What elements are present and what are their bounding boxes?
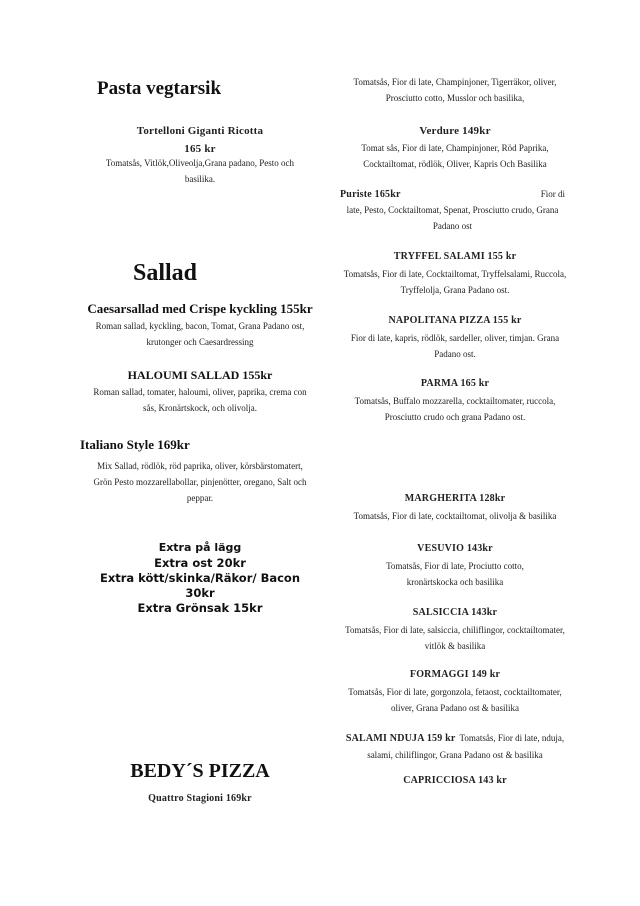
- desc-line: Padano ost.: [434, 349, 476, 359]
- desc-line: Roman sallad, kyckling, bacon, Tomat, Grana Padano ost,: [95, 321, 305, 331]
- pasta-item-desc: [70, 155, 330, 187]
- pasta-heading: Pasta vegtarsik: [97, 78, 222, 99]
- pizza-item: [335, 729, 575, 763]
- desc-line: Fior di: [540, 189, 565, 199]
- pizza-item: [335, 490, 575, 524]
- desc-line: salami, chiliflingor, Grana Padano ost & basilika: [367, 750, 543, 760]
- pizza-item-title: TRYFFEL SALAMI 155 kr: [393, 251, 517, 262]
- desc-line: Grön Pesto mozzarellabollar, pinjenötter, oregano, Salt och: [93, 477, 307, 487]
- sallad-item-desc: [70, 458, 330, 506]
- pizza-heading: BEDY´S PIZZA: [130, 760, 270, 782]
- desc-line: Tomatsås, Fior di late, Cocktailtomat, Tryffelsalami, Ruccola,: [343, 269, 567, 279]
- desc-line: Tomatsås, Fior di late, nduja,: [459, 733, 565, 743]
- pizza-first-item: Quattro Stagioni 169kr: [148, 793, 252, 804]
- pasta-item-price: 165 kr: [184, 143, 216, 155]
- desc-line: Prosciutto cotto, Musslor och basilika,: [385, 93, 525, 103]
- desc-line: sås, Kronärtskock, och olivolja.: [143, 403, 257, 413]
- pizza-item-title: NAPOLITANA PIZZA 155 kr: [388, 315, 522, 326]
- pizza-item: [335, 666, 575, 716]
- pizza-item-title: VESUVIO 143kr: [417, 543, 493, 554]
- desc-line: Fior di late, kapris, rödlök, sardeller, oliver, timjan. Grana: [350, 333, 560, 343]
- extra-line: Extra kött/skinka/Räkor/ Bacon: [99, 571, 301, 585]
- pizza-item-title: CAPRICCIOSA 143 kr: [403, 775, 507, 786]
- desc-line: peppar.: [186, 493, 214, 503]
- desc-line: Tomat sås, Fior di late, Champinjoner, Röd Paprika,: [361, 143, 549, 153]
- pizza-item-title: PARMA 165 kr: [420, 378, 490, 389]
- desc-line: Roman sallad, tomater, haloumi, oliver, paprika, crema con: [93, 387, 307, 397]
- sallad-item-title: Caesarsallad med Crispe kyckling 155kr: [87, 301, 313, 316]
- pizza-item-title: MARGHERITA 128kr: [404, 493, 506, 504]
- desc-line: oliver, Grana Padano ost & basilika: [390, 703, 520, 713]
- pizza-item: [335, 604, 575, 654]
- desc-line: Tomatsås, Buffalo mozzarella, cocktailtomater, ruccola,: [354, 396, 556, 406]
- desc-line: Tomatsås, Fior di late, cocktailtomat, olivolja & basilika: [353, 511, 557, 521]
- desc-line: krutonger och Caesardressing: [146, 337, 254, 347]
- desc-line: kronärtskocka och basilika: [406, 577, 504, 587]
- desc-line: vitlök & basilika: [424, 641, 486, 651]
- desc-line: Cocktailtomat, rödlök, Oliver, Kapris Och Basilika: [363, 159, 547, 169]
- pizza-item-title: FORMAGGI 149 kr: [409, 669, 501, 680]
- pizza-item: [335, 772, 575, 790]
- desc-line: Tomatsås, Fior di late, gorgonzola, fetaost, cocktailtomater,: [348, 687, 562, 697]
- extra-line: Extra Grönsak 15kr: [137, 601, 263, 615]
- pizza-item-title: Puriste 165kr: [340, 189, 401, 200]
- desc-line: Tomatsås, Fior di late, salsiccia, chiliflingor, cocktailtomater,: [345, 625, 565, 635]
- desc-line: basilika.: [184, 174, 216, 184]
- desc-line: late, Pesto, Cocktailtomat, Spenat, Prosciutto crudo, Grana: [346, 205, 559, 215]
- pasta-item-name: Tortelloni Giganti Ricotta: [136, 125, 264, 137]
- extra-section: [70, 540, 330, 616]
- desc-line: Tomatsås, Fior di late, Prociutto cotto,: [386, 561, 524, 571]
- desc-line: Tomatsås, Fior di late, Champinjoner, Tigerräkor, oliver,: [353, 77, 557, 87]
- sallad-item-title: Italiano Style 169kr: [80, 437, 190, 452]
- pizza-item: [335, 248, 575, 298]
- desc-line: Padano ost: [432, 221, 473, 231]
- pizza-item: [335, 540, 575, 590]
- extra-heading: Extra på lägg: [158, 541, 242, 554]
- pizza-item: [340, 186, 565, 234]
- extra-line: 30kr: [185, 586, 215, 600]
- pizza-item: [335, 312, 575, 362]
- pizza-item-desc: [335, 74, 575, 106]
- sallad-item: [70, 366, 330, 416]
- desc-line: Prosciutto crudo och grana Padano ost.: [384, 412, 526, 422]
- sallad-heading: Sallad: [132, 260, 198, 286]
- pizza-item-title: Verdure 149kr: [419, 125, 491, 137]
- extra-line: Extra ost 20kr: [154, 556, 246, 570]
- desc-line: Tomatsås, Vitlök,Oliveolja,Grana padano, Pesto och: [105, 158, 295, 168]
- desc-line: Tryffelolja, Grana Padano ost.: [400, 285, 510, 295]
- pasta-item: [90, 122, 310, 158]
- pizza-item: [335, 122, 575, 172]
- pizza-item-title: SALSICCIA 143kr: [412, 607, 498, 618]
- sallad-item-title: HALOUMI SALLAD 155kr: [127, 368, 273, 382]
- desc-line: Mix Sallad, rödlök, röd paprika, oliver, körsbärstomatert,: [97, 461, 303, 471]
- pizza-item: [335, 375, 575, 425]
- pizza-item-title: SALAMI NDUJA 159 kr: [345, 733, 456, 744]
- sallad-item: [70, 300, 330, 350]
